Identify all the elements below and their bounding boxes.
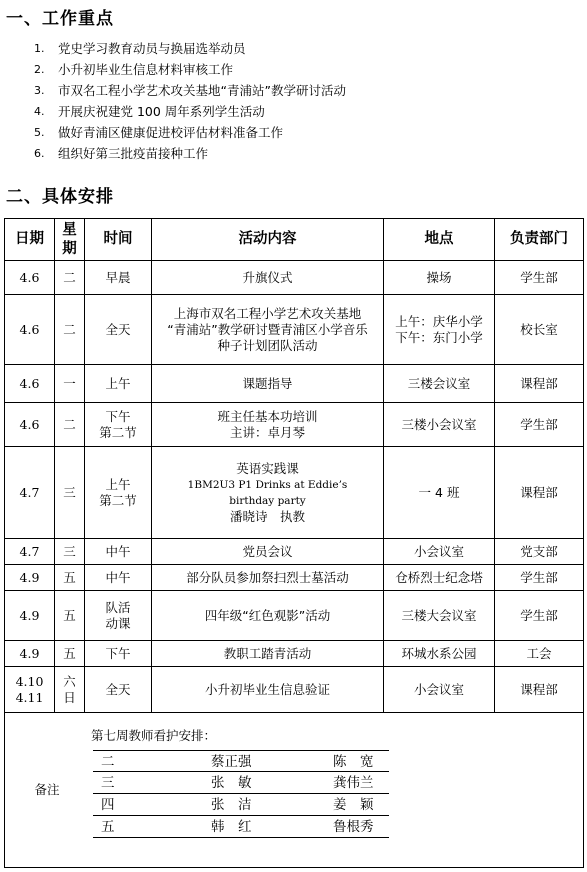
- note-title: 第七周教师看护安排：: [91, 728, 217, 743]
- cell-content-line: 1BM2U3 P1 Drinks at Eddie’s: [187, 478, 348, 491]
- cell-date: [5, 295, 55, 365]
- cell-dept: 学生部: [495, 403, 584, 447]
- cell-weekday: [55, 261, 85, 295]
- section-title-focus: 一、工作重点: [6, 9, 114, 29]
- cell-place-line: 小会议室: [413, 543, 464, 559]
- cell-weekday: [55, 295, 85, 365]
- cell-content-line: 部分队员参加祭扫烈士墓活动: [186, 569, 349, 585]
- duty-teacher-1: 韩 红: [211, 819, 252, 835]
- cell-content: [152, 403, 384, 447]
- cell-time-line: 下午: [105, 645, 131, 661]
- note-box: [5, 713, 583, 867]
- cell-weekday-line: 三: [63, 543, 76, 559]
- cell-content-line: birthday party: [229, 494, 306, 507]
- duty-teacher-1: 张 洁: [211, 797, 252, 813]
- cell-weekday: [55, 667, 85, 713]
- cell-time-line: 中午: [105, 543, 131, 559]
- duty-day: 三: [101, 775, 115, 791]
- table-row: [5, 365, 584, 403]
- cell-content: [152, 261, 384, 295]
- cell-time: [85, 295, 152, 365]
- focus-item: [34, 59, 574, 80]
- cell-date-line: 4.6: [19, 321, 40, 337]
- focus-item-text: 小升初毕业生信息材料审核工作: [58, 62, 234, 77]
- cell-dept: 工会: [495, 641, 584, 667]
- cell-place-line: 小会议室: [413, 681, 464, 697]
- cell-time-line: 下午: [105, 408, 131, 424]
- cell-time-line: 动课: [105, 615, 131, 631]
- table-row: [5, 641, 584, 667]
- cell-dept: 学生部: [495, 591, 584, 641]
- focus-item-text: 做好青浦区健康促进校评估材料准备工作: [58, 125, 284, 140]
- cell-date: [5, 641, 55, 667]
- duty-row: [93, 816, 389, 838]
- cell-content-line: 小升初毕业生信息验证: [204, 681, 330, 697]
- focus-item: [34, 143, 574, 164]
- header-time: 时间: [85, 219, 152, 261]
- cell-date-line: 4.7: [19, 543, 40, 559]
- cell-place: [384, 565, 495, 591]
- cell-dept: 党支部: [495, 539, 584, 565]
- cell-dept: 校长室: [495, 295, 584, 365]
- cell-place: [384, 591, 495, 641]
- focus-item: [34, 80, 574, 101]
- cell-time-line: 全天: [105, 321, 131, 337]
- table-row: [5, 667, 584, 713]
- cell-content-line: “青浦站”教学研讨暨青浦区小学音乐: [167, 321, 368, 337]
- header-place: 地点: [384, 219, 495, 261]
- duty-row: [93, 772, 389, 794]
- cell-weekday: [55, 591, 85, 641]
- focus-item-number: 3.: [34, 84, 45, 97]
- cell-date-line: 4.6: [19, 416, 40, 432]
- cell-content: [152, 539, 384, 565]
- cell-dept: 学生部: [495, 261, 584, 295]
- cell-content: [152, 365, 384, 403]
- cell-time-line: 队活: [105, 599, 131, 615]
- cell-place: [384, 539, 495, 565]
- cell-date: [5, 591, 55, 641]
- cell-weekday: [55, 539, 85, 565]
- duty-row: [93, 794, 389, 816]
- cell-place-line: 操场: [426, 269, 452, 285]
- duty-teacher-2: 鲁根秀: [333, 819, 374, 835]
- cell-content-line: 课题指导: [242, 375, 293, 391]
- cell-time: [85, 539, 152, 565]
- section-title-arrangement: 二、具体安排: [6, 187, 114, 207]
- cell-place: [384, 365, 495, 403]
- cell-time-line: 第二节: [99, 492, 137, 508]
- cell-place: [384, 667, 495, 713]
- cell-content-line: 上海市双名工程小学艺术攻关基地: [173, 305, 362, 321]
- duty-teacher-2: 姜 颖: [333, 797, 374, 813]
- cell-time: [85, 365, 152, 403]
- cell-date-line: 4.6: [19, 269, 40, 285]
- cell-weekday-line: 二: [63, 269, 76, 285]
- cell-place-line: 环城水系公园: [401, 645, 477, 661]
- cell-date-line: 4.9: [19, 607, 40, 623]
- focus-item-number: 6.: [34, 147, 45, 160]
- table-row: [5, 261, 584, 295]
- cell-content-line: 党员会议: [242, 543, 293, 559]
- cell-content: [152, 667, 384, 713]
- cell-place-line: 三楼会议室: [407, 375, 471, 391]
- cell-content: [152, 591, 384, 641]
- cell-weekday-line: 日: [63, 689, 76, 705]
- cell-date-line: 4.9: [19, 645, 40, 661]
- header-weekday: [55, 219, 85, 261]
- focus-item-number: 2.: [34, 63, 45, 76]
- duty-day: 二: [101, 754, 115, 770]
- cell-place: [384, 295, 495, 365]
- cell-time: [85, 447, 152, 539]
- cell-date-line: 4.6: [19, 375, 40, 391]
- focus-item-text: 党史学习教育动员与换届选举动员: [58, 41, 246, 56]
- header-weekday-line2: 期: [62, 240, 77, 257]
- cell-time: [85, 565, 152, 591]
- focus-item: [34, 38, 574, 59]
- cell-weekday-line: 五: [63, 645, 76, 661]
- cell-date-line: 4.10: [15, 673, 44, 689]
- focus-item: [34, 101, 574, 122]
- duty-teacher-2: 龚伟兰: [333, 775, 374, 791]
- cell-place-line: 仓桥烈士纪念塔: [395, 569, 483, 585]
- note-row: [5, 713, 584, 868]
- table-row: [5, 565, 584, 591]
- cell-content-line: 潘晓诗 执教: [229, 508, 305, 524]
- cell-date: [5, 667, 55, 713]
- focus-item-text: 开展庆祝建党 100 周年系列学生活动: [58, 104, 265, 119]
- cell-weekday: [55, 641, 85, 667]
- cell-content-line: 种子计划团队活动: [217, 337, 318, 353]
- duty-teacher-1: 张 敏: [211, 775, 252, 791]
- cell-place: [384, 447, 495, 539]
- table-row: [5, 447, 584, 539]
- cell-date: [5, 565, 55, 591]
- cell-content-line: 主讲：卓月琴: [229, 424, 305, 440]
- cell-time: [85, 261, 152, 295]
- duty-day: 五: [101, 819, 115, 835]
- cell-time: [85, 403, 152, 447]
- cell-date: [5, 447, 55, 539]
- note-label: 备注: [34, 782, 60, 797]
- cell-content-line: 英语实践课: [236, 460, 299, 476]
- cell-content-line: 升旗仪式: [242, 269, 293, 285]
- cell-time: [85, 641, 152, 667]
- table-header-row: [5, 219, 584, 261]
- cell-weekday: [55, 447, 85, 539]
- focus-list: [34, 38, 574, 164]
- cell-place-line: 上午：庆华小学: [395, 313, 483, 329]
- cell-place-line: 下午：东门小学: [395, 329, 483, 345]
- cell-dept: 课程部: [495, 447, 584, 539]
- focus-item-text: 组织好第三批疫苗接种工作: [58, 146, 209, 161]
- cell-weekday: [55, 403, 85, 447]
- cell-dept: 课程部: [495, 365, 584, 403]
- duty-teacher-2: 陈 宽: [333, 754, 374, 770]
- cell-weekday-line: 二: [63, 321, 76, 337]
- cell-date: [5, 261, 55, 295]
- cell-place: [384, 261, 495, 295]
- cell-date-line: 4.11: [15, 689, 44, 705]
- cell-time-line: 上午: [105, 375, 131, 391]
- table-row: [5, 539, 584, 565]
- cell-dept: 学生部: [495, 565, 584, 591]
- cell-dept: 课程部: [495, 667, 584, 713]
- cell-date: [5, 403, 55, 447]
- cell-weekday-line: 五: [63, 569, 76, 585]
- focus-item: [34, 122, 574, 143]
- cell-time-line: 第二节: [99, 424, 137, 440]
- focus-item-number: 1.: [34, 42, 45, 55]
- cell-content: [152, 447, 384, 539]
- cell-date: [5, 539, 55, 565]
- focus-item-number: 5.: [34, 126, 45, 139]
- header-content: 活动内容: [152, 219, 384, 261]
- cell-weekday: [55, 365, 85, 403]
- cell-weekday-line: 一: [63, 375, 76, 391]
- cell-content: [152, 641, 384, 667]
- cell-time: [85, 667, 152, 713]
- cell-content: [152, 565, 384, 591]
- cell-time-line: 中午: [105, 569, 131, 585]
- cell-content: [152, 295, 384, 365]
- schedule-table: [4, 218, 584, 868]
- cell-place: [384, 641, 495, 667]
- header-dept: 负责部门: [495, 219, 584, 261]
- cell-weekday-line: 六: [63, 673, 76, 689]
- duty-row: [93, 750, 389, 772]
- focus-item-text: 市双名工程小学艺术攻关基地“青浦站”教学研讨活动: [58, 83, 346, 98]
- cell-content-line: 教职工踏青活动: [223, 645, 312, 661]
- table-row: [5, 295, 584, 365]
- cell-weekday: [55, 565, 85, 591]
- cell-date: [5, 365, 55, 403]
- cell-weekday-line: 五: [63, 607, 76, 623]
- header-date: 日期: [5, 219, 55, 261]
- cell-content-line: 四年级“红色观影”活动: [204, 607, 331, 623]
- cell-weekday-line: 三: [63, 484, 76, 500]
- cell-date-line: 4.7: [19, 484, 40, 500]
- cell-time-line: 全天: [105, 681, 131, 697]
- duty-day: 四: [101, 797, 115, 813]
- cell-time: [85, 591, 152, 641]
- cell-time-line: 早晨: [105, 269, 131, 285]
- cell-content-line: 班主任基本功培训: [217, 408, 318, 424]
- cell-place-line: 三楼小会议室: [401, 416, 477, 432]
- cell-place: [384, 403, 495, 447]
- header-weekday-line1: 星: [62, 221, 77, 238]
- cell-place-line: 一 4 班: [418, 484, 460, 500]
- cell-date-line: 4.9: [19, 569, 40, 585]
- duty-teacher-1: 蔡正强: [211, 754, 252, 770]
- cell-time-line: 上午: [105, 476, 131, 492]
- table-row: [5, 403, 584, 447]
- table-row: [5, 591, 584, 641]
- cell-weekday-line: 二: [63, 416, 76, 432]
- focus-item-number: 4.: [34, 105, 45, 118]
- cell-place-line: 三楼大会议室: [401, 607, 477, 623]
